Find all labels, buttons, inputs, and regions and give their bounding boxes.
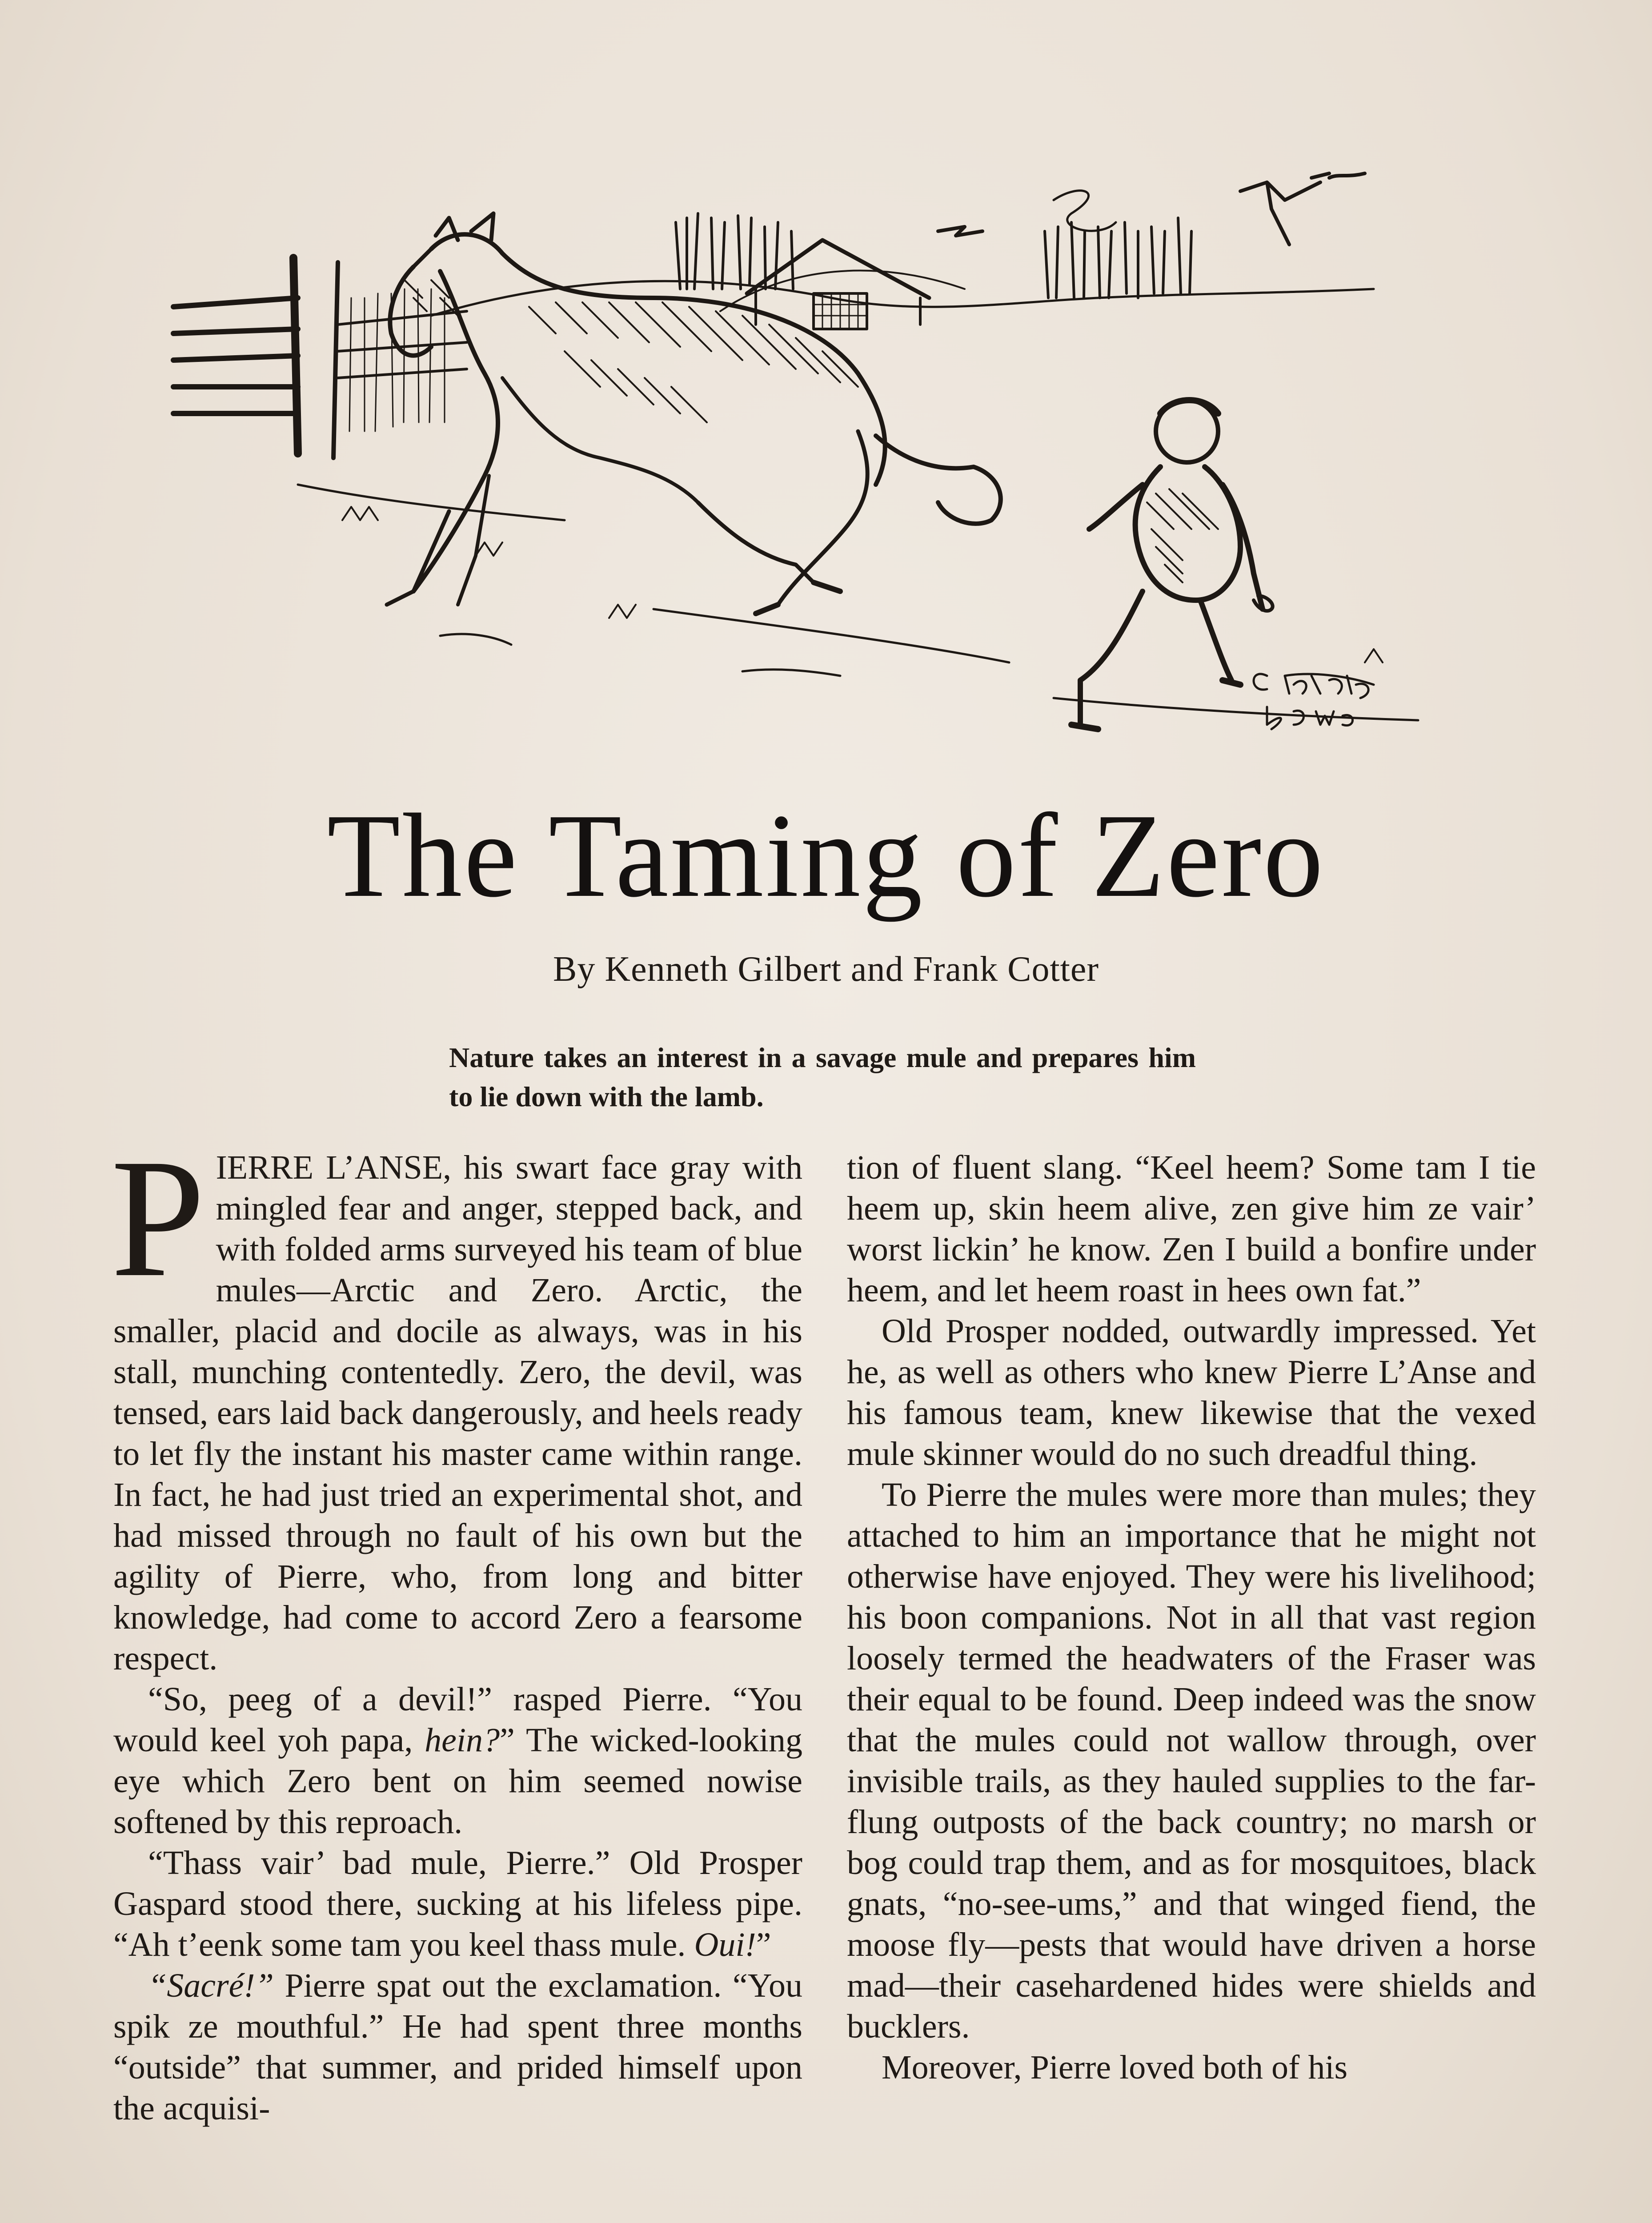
paragraph-text: Pierre spat out the exclamation. “You spik ze mouthful.” He had spent three months “outside” that summer, and prided himself upon the acquisi- [113,1967,802,2127]
italic-text: Oui! [694,1926,756,1963]
italic-text: “Sacré!” [148,1967,274,2004]
horse-and-man-sketch-icon [164,165,1472,782]
paragraph-text: ” The wicked-looking eye which Zero bent on him seemed nowise softened by this reproach. [113,1721,802,1841]
opening-paragraph [111,1124,802,1679]
article-byline: By Kenneth Gilbert and Frank Cotter [553,950,1099,989]
paragraph [113,1842,802,1965]
paragraph-text: IERRE L’ANSE, his swart face gray with mingled fear and anger, stepped back, and with folded arms surveyed his team of blue mules—Arctic and Zero. Arctic, the smaller, placid and docile as always, was in his stall, munching contentedly. Zero, the devil, was tensed, ears laid back dangerously, and heels ready to let fly the instant his master came within range. In fact, he had just tried an experimental shot, and had missed through no fault of his own but the agility of Pierre, who, from long and bitter knowledge, had come to accord Zero a fearsome respect. [113,1149,802,1677]
drop-cap: P [111,1124,205,1312]
paragraph-text: ” [756,1926,771,1963]
paragraph-text: “Thass vair’ bad mule, Pierre.” Old Prosper Gaspard stood there, sucking at his lifeless pipe. “Ah t’eenk some tam you keel thass mule. [113,1844,802,1963]
paragraph [113,1965,802,2129]
article-deck: Nature takes an interest in a savage mule and prepares him to lie down with the lamb. [449,1042,1196,1112]
italic-text: hein? [425,1721,500,1759]
paragraph: To Pierre the mules were more than mules; they attached to him an importance that he might not otherwise have enjoyed. They were his livelihood; his boon companions. Not in all that vast region loosely termed the headwaters of the Fraser was their equal to be found. Deep indeed was the snow that the mules could not wallow through, over invisible trails, as they hauled supplies to the far-flung outposts of the back country; no marsh or bog could trap them, and as for mosquitoes, black gnats, “no-see-ums,” and that winged fiend, the moose fly—pests that would have driven a horse mad—their casehardened hides were shields and bucklers. [847,1476,1536,2045]
article-title: The Taming of Zero [327,789,1325,922]
paragraph: tion of fluent slang. “Keel heem? Some tam I tie heem up, skin heem alive, zen give him ze vair’ worst lickin’ he know. Zen I build a bonfire under heem, and let heem roast in hees own fat.” [847,1149,1536,1309]
right-column [847,1147,1536,2088]
paragraph [113,1679,802,1842]
paragraph: Moreover, Pierre loved both of his [882,2049,1348,2086]
paragraph: Old Prosper nodded, outwardly impressed. Yet he, as well as others who knew Pierre L’Anse and his famous team, knew likewise that the vexed mule skinner would do no such dreadful thing. [847,1312,1536,1473]
paragraph-text: “So, peeg of a devil!” rasped Pierre. “You would keel yoh papa, [113,1681,802,1759]
left-column [111,1124,802,2129]
